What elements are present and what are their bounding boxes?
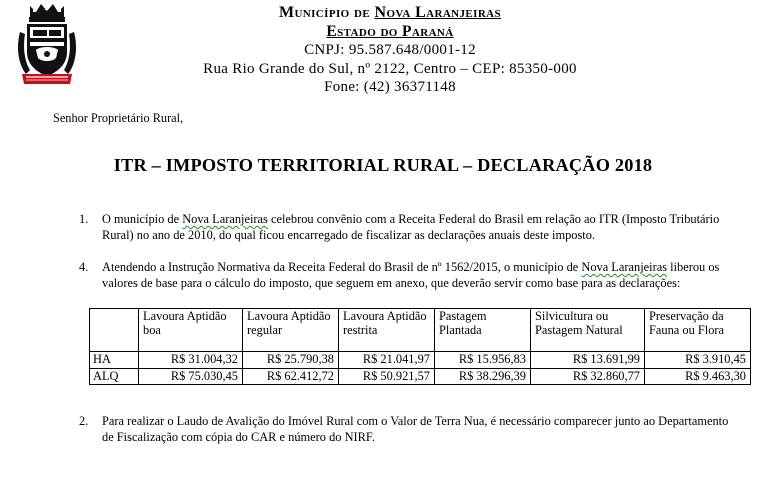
state-name: Estado do Paraná — [326, 22, 454, 40]
table-cell: R$ 13.691,99 — [531, 352, 645, 369]
table-cell: R$ 25.790,38 — [243, 352, 339, 369]
table-cell: R$ 31.004,32 — [139, 352, 243, 369]
list-item-text: Atendendo a Instrução Normativa da Receita Federal do Brasil de nº 1562/2015, o município de Nova Laranjeiras liberou os valores de base para o cálculo do imposto, que seguem em anexo, que deverão servir como base para as declarações: — [102, 260, 720, 290]
row-label: HA — [90, 352, 139, 369]
phone: Fone: (42) 36371148 — [324, 79, 456, 95]
list-item-text: Para realizar o Laudo de Avalição do Imóvel Rural com o Valor de Terra Nua, é necessário comparecer junto ao Departamento de Fiscalização com cópia do CAR e número do NIRF. — [102, 414, 729, 444]
table-cell: R$ 15.956,83 — [435, 352, 531, 369]
coat-of-arms-icon — [16, 2, 78, 92]
address: Rua Rio Grande do Sul, nº 2122, Centro – CEP: 85350-000 — [203, 60, 577, 77]
table-header-cell: Lavoura Aptidão boa — [139, 309, 243, 352]
table-header-cell: Silvicultura ou Pastagem Natural — [531, 309, 645, 352]
page-title: ITR – IMPOSTO TERRITORIAL RURAL – DECLARAÇÃO 2018 — [113, 155, 653, 175]
table-cell: R$ 3.910,45 — [645, 352, 751, 369]
table-row — [90, 352, 751, 369]
table-row — [90, 368, 751, 385]
table-header-cell: Lavoura Aptidão regular — [243, 309, 339, 352]
table-header-cell — [90, 309, 139, 352]
land-values-table — [89, 308, 751, 385]
table-cell: R$ 62.412,72 — [243, 368, 339, 385]
salutation: Senhor Proprietário Rural, — [53, 111, 184, 125]
list-item-number: 1. — [79, 212, 89, 226]
list-item-number: 4. — [79, 260, 89, 274]
table-cell: R$ 32.860,77 — [531, 368, 645, 385]
table-cell: R$ 50.921,57 — [339, 368, 435, 385]
table-header-row — [90, 309, 751, 352]
municipality-name: Município de Nova Laranjeiras — [278, 4, 502, 21]
table-header-cell: Preservação da Fauna ou Flora — [645, 309, 751, 352]
cnpj: CNPJ: 95.587.648/0001-12 — [304, 42, 476, 58]
list-item-text: O município de Nova Laranjeiras celebrou convênio com a Receita Federal do Brasil em relação ao ITR (Imposto Tributário Rural) no ano de 2010, do qual ficou encarregado de fiscalizar as declarações anuais deste imposto. — [102, 212, 720, 242]
row-label: ALQ — [90, 368, 139, 385]
table-cell: R$ 38.296,39 — [435, 368, 531, 385]
letterhead — [140, 4, 640, 97]
table-header-cell: Pastagem Plantada — [435, 309, 531, 352]
table-cell: R$ 21.041,97 — [339, 352, 435, 369]
list-item-number: 2. — [79, 414, 89, 428]
table-header-cell: Lavoura Aptidão restrita — [339, 309, 435, 352]
table-cell: R$ 9.463,30 — [645, 368, 751, 385]
table-cell: R$ 75.030,45 — [139, 368, 243, 385]
